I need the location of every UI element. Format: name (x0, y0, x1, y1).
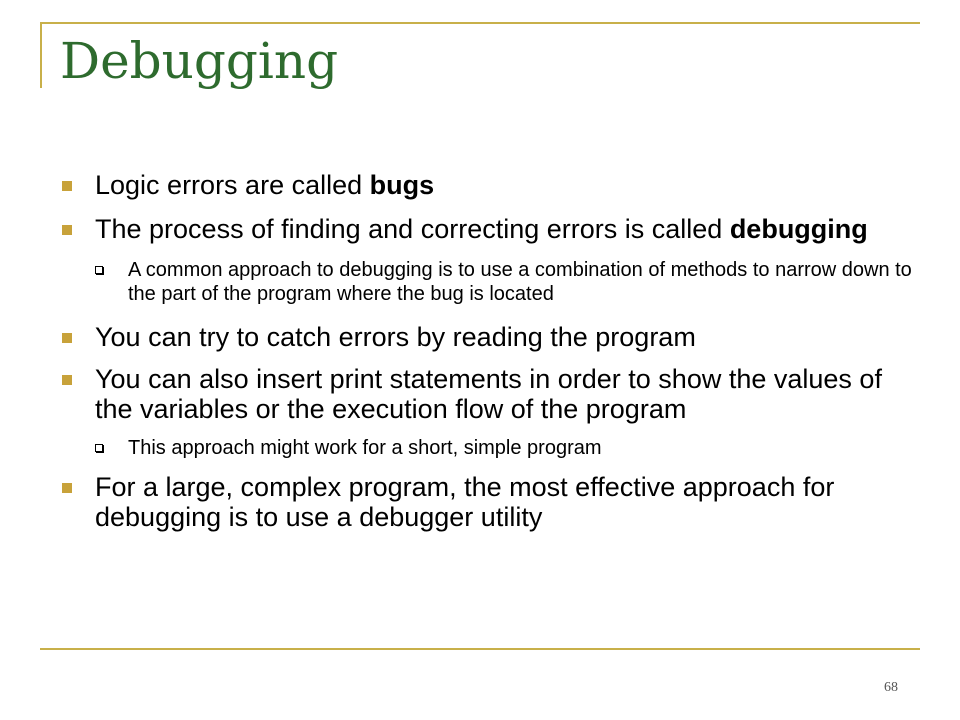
top-rule (40, 22, 920, 24)
bottom-rule (40, 648, 920, 650)
slide-title: Debugging (60, 32, 339, 90)
page-number: 68 (884, 680, 898, 695)
sub-bullet-text: A common approach to debugging is to use a combination of methods to narrow down to the part of the program where the bug is located (128, 259, 912, 305)
bullet-text: For a large, complex program, the most effective approach for debugging is to use a debugger utility (95, 472, 835, 532)
square-bullet-icon (62, 333, 72, 343)
bullet-text: Logic errors are called (95, 170, 370, 200)
hollow-square-bullet-icon (95, 266, 103, 274)
bullet-item (62, 214, 912, 244)
left-rule (40, 22, 42, 88)
bullet-text: You can try to catch errors by reading the program (95, 322, 696, 352)
sub-bullet-item (95, 258, 912, 306)
square-bullet-icon (62, 483, 72, 493)
bullet-item (62, 472, 912, 532)
sub-bullet-text: This approach might work for a short, simple program (128, 437, 602, 459)
bullet-item (62, 364, 912, 424)
square-bullet-icon (62, 181, 72, 191)
slide-body (62, 170, 912, 532)
bullet-item (62, 322, 912, 352)
square-bullet-icon (62, 375, 72, 385)
bullet-emphasis: debugging (729, 214, 868, 244)
hollow-square-bullet-icon (95, 444, 103, 452)
bullet-emphasis: bugs (369, 170, 435, 200)
bullet-text: The process of finding and correcting errors is called (95, 214, 730, 244)
sub-bullet-item (95, 436, 912, 460)
bullet-item (62, 170, 912, 200)
bullet-text: You can also insert print statements in order to show the values of the variables or the execution flow of the program (95, 364, 882, 424)
square-bullet-icon (62, 225, 72, 235)
